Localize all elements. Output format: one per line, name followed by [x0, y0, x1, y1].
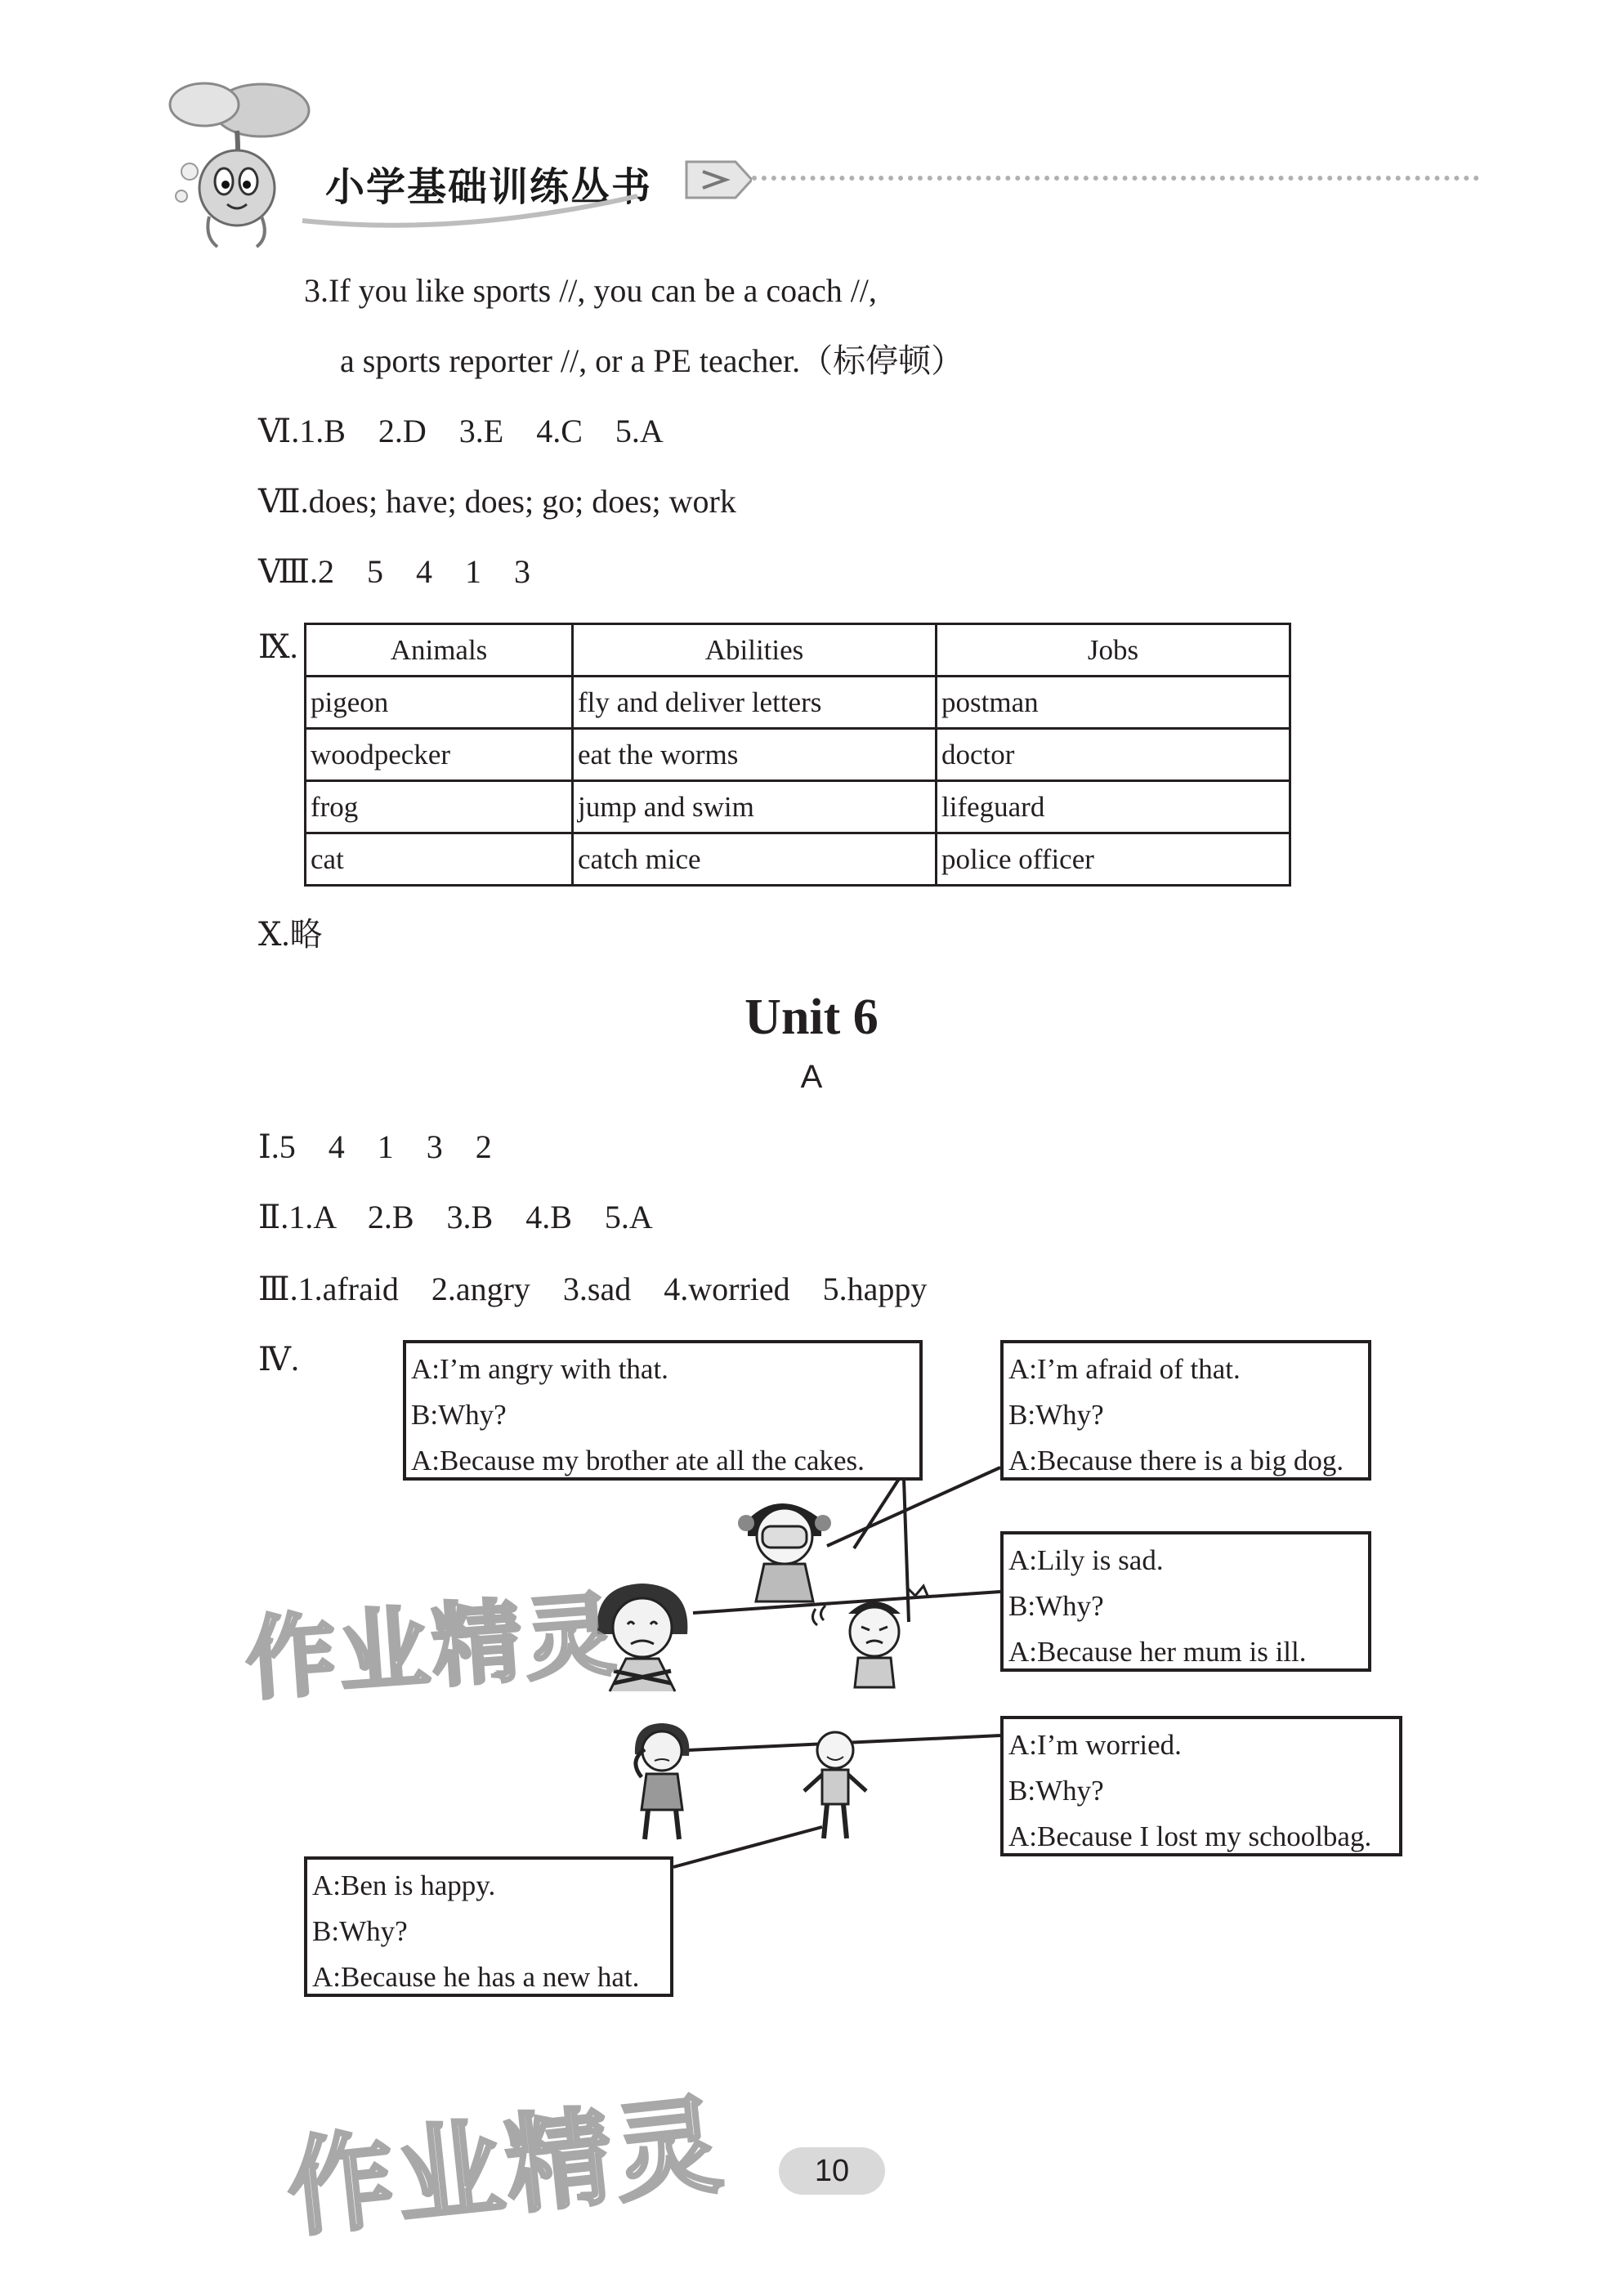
- answer-viii: Ⅷ.2 5 4 1 3: [258, 553, 531, 590]
- dialog-box-sad: [1000, 1531, 1371, 1672]
- answer-x: Ⅹ.略: [258, 916, 323, 953]
- dialog-line: B:Why?: [1008, 1590, 1104, 1622]
- table-cell: police officer: [937, 833, 1290, 886]
- table-header-cell: Abilities: [573, 624, 937, 677]
- dialog-line: A:Because there is a big dog.: [1008, 1445, 1344, 1476]
- answer-iii: Ⅲ.1.afraid 2.angry 3.sad 4.worried 5.happy: [258, 1271, 928, 1307]
- table-cell: woodpecker: [306, 729, 573, 781]
- table-cell: lifeguard: [937, 781, 1290, 833]
- dialog-line: A:I’m angry with that.: [411, 1353, 668, 1385]
- dialog-line: A:Because I lost my schoolbag.: [1008, 1820, 1372, 1852]
- series-title: 小学基础训练丛书: [325, 164, 653, 210]
- dialog-line: A:Lily is sad.: [1008, 1544, 1164, 1576]
- answer-iv-label: Ⅳ.: [258, 1341, 299, 1378]
- answer-vi: Ⅵ.1.B 2.D 3.E 4.C 5.A: [258, 413, 664, 449]
- dialog-box-happy: [304, 1856, 673, 1997]
- dialog-line: A:I’m afraid of that.: [1008, 1353, 1241, 1385]
- table-cell: eat the worms: [573, 729, 937, 781]
- worried-woman-icon: [617, 1720, 707, 1843]
- unit-section: A: [800, 1059, 823, 1095]
- dialog-line: A:Because my brother ate all the cakes.: [411, 1445, 865, 1476]
- dialog-line: B:Why?: [411, 1399, 507, 1431]
- q3-line-1: 3.If you like sports //, you can be a coach //,: [304, 272, 877, 309]
- angry-boy-icon: [809, 1581, 932, 1691]
- answer-ix-label: Ⅸ.: [258, 628, 298, 665]
- watermark-lower: 作业精灵: [281, 2082, 731, 2252]
- dialog-line: A:Because he has a new hat.: [312, 1961, 640, 1993]
- dialog-box-worried: [1000, 1716, 1402, 1856]
- table-header-cell: Animals: [306, 624, 573, 677]
- table-cell: fly and deliver letters: [573, 677, 937, 729]
- table-cell: pigeon: [306, 677, 573, 729]
- answer-ii: Ⅱ.1.A 2.B 3.B 4.B 5.A: [258, 1199, 653, 1235]
- table-header-cell: Jobs: [937, 624, 1290, 677]
- happy-boy-icon: [794, 1722, 876, 1845]
- dialog-line: B:Why?: [1008, 1775, 1104, 1807]
- dialog-box-angry: [403, 1340, 923, 1481]
- watermark-upper: 作业精灵: [242, 1582, 622, 1713]
- unit-title: Unit 6: [744, 989, 879, 1045]
- page-number: 10: [779, 2147, 885, 2195]
- answer-i: Ⅰ.5 4 1 3 2: [258, 1128, 492, 1165]
- dialog-line: A:Because her mum is ill.: [1008, 1636, 1307, 1668]
- dialog-line: A:I’m worried.: [1008, 1729, 1182, 1761]
- dialog-line: B:Why?: [312, 1915, 408, 1947]
- dialog-box-afraid: [1000, 1340, 1371, 1481]
- table-cell: cat: [306, 833, 573, 886]
- table-cell: doctor: [937, 729, 1290, 781]
- answer-vii: Ⅶ.does; have; does; go; does; work: [258, 483, 736, 520]
- table-cell: catch mice: [573, 833, 937, 886]
- dialog-line: B:Why?: [1008, 1399, 1104, 1431]
- table-cell: frog: [306, 781, 573, 833]
- table-cell: postman: [937, 677, 1290, 729]
- dialog-line: A:Ben is happy.: [312, 1869, 496, 1901]
- table-cell: jump and swim: [573, 781, 937, 833]
- q3-line-2: a sports reporter //, or a PE teacher.（标停顿）: [340, 342, 964, 379]
